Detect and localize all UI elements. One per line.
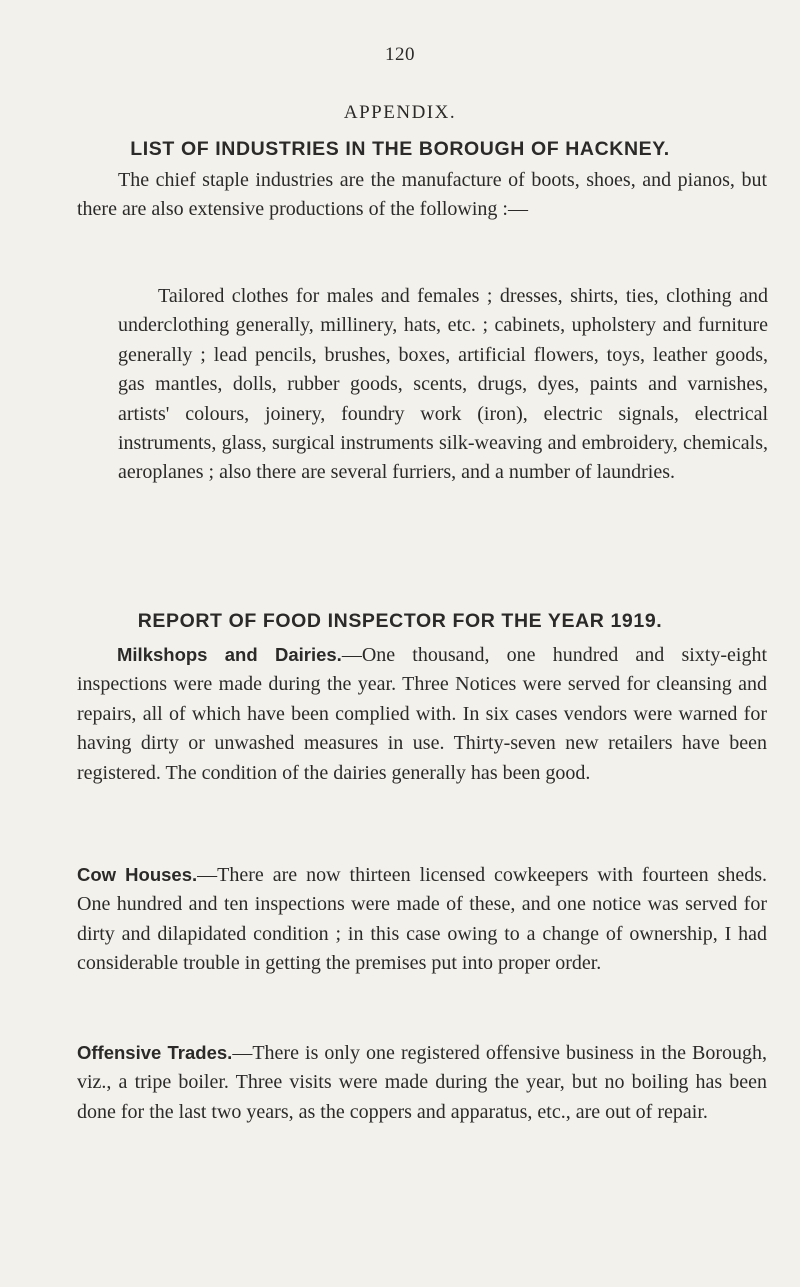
offensive-trades-paragraph xyxy=(77,1038,767,1127)
industries-list-text: Tailored clothes for males and females ; dresses, shirts, ties, clothing and underclothing generally, millinery, hats, etc. ; cabinets, upholstery and furniture generally ; lead pencils, brushes, boxes, artificial flowers, toys, leather goods, gas mantles, dolls, rubber goods, scents, drugs, dyes, paints and varnishes, artists' colours, joinery, foundry work (iron), electric signals, electrical instruments, glass, surgical instruments silk-weaving and embroidery, chemicals, aeroplanes ; also there are several furriers, and a number of laundries. xyxy=(118,285,768,484)
offensive-trades-text: —There is only one registered offensive business in the Borough, viz., a tripe boiler. Three visits were made during the year, but no boiling has been done for the last two years, as the coppers and apparatus, etc., are out of repair. xyxy=(77,1042,768,1123)
food-report-heading: REPORT OF FOOD INSPECTOR FOR THE YEAR 1919. xyxy=(137,610,663,632)
cow-houses-text: —There are now thirteen licensed cowkeepers with fourteen sheds. One hundred and ten inspections were made of these, and one notice was served for dirty and dilapidated condition ; in this case owing to a change of ownership, I had considerable trouble in getting the premises put into proper order. xyxy=(77,864,767,975)
milkshops-label: Milkshops and Dairies. xyxy=(117,644,342,665)
industries-intro-paragraph: The chief staple industries are the manufacture of boots, shoes, and pianos, but there are also extensive productions of the following :— xyxy=(77,169,767,221)
milkshops-text: —One thousand, one hundred and sixty-eight inspections were made during the year. Three Notices were served for cleansing and repairs, all of which have been complied with. In six cases vendors were warned for having dirty or unwashed measures in use. Thirty-seven new retailers have been registered. The condition of the dairies generally has been good. xyxy=(77,644,768,784)
industries-list-paragraph xyxy=(118,282,768,488)
industries-heading: LIST OF INDUSTRIES IN THE BOROUGH OF HACKNEY. xyxy=(130,138,670,160)
cow-houses-label: Cow Houses. xyxy=(77,864,198,885)
page-number: 120 xyxy=(385,44,415,65)
milkshops-paragraph xyxy=(77,640,767,788)
cow-houses-paragraph xyxy=(77,860,767,979)
offensive-trades-label: Offensive Trades. xyxy=(77,1042,233,1063)
appendix-title: APPENDIX. xyxy=(343,102,457,123)
